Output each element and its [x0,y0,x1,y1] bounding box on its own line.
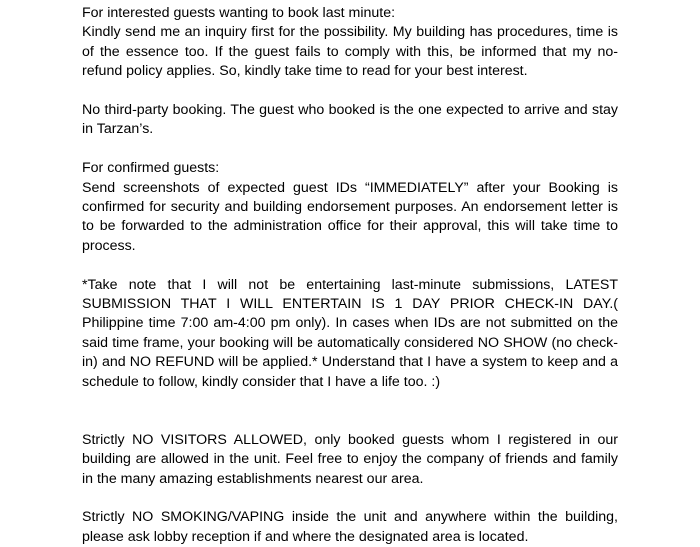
paragraph-spacer [82,140,618,159]
paragraph-guest-ids: Send screenshots of expected guest IDs “IMMEDIATELY” after your Booking is confirmed for security and building endorsement purposes. An endorsement letter is to be forwarded to the administration office for their approval, this will take time to process. [82,179,618,254]
paragraph-no-visitors: Strictly NO VISITORS ALLOWED, only booked guests whom I registered in our building are allowed in the unit. Feel free to enjoy the company of friends and family in the many amazing establishments nearest our area. [82,431,618,487]
paragraph-spacer [82,256,618,275]
paragraph-submission-deadline: *Take note that I will not be entertaining last-minute submissions, LATEST SUBMISSION THAT I WILL ENTERTAIN IS 1 DAY PRIOR CHECK-IN DAY.( Philippine time 7:00 am-4:00 pm only). In cases when IDs are not submitted on the said time frame, your booking will be automatically considered NO SHOW (no check-in) and NO REFUND will be applied.* Understand that I have a system to keep and a schedule to follow, kindly consider that I have a life too. :) [82,276,618,390]
document-page [82,4,618,547]
paragraph-no-third-party: No third-party booking. The guest who booked is the one expected to arrive and stay in Tarzan’s. [82,102,618,138]
paragraph-last-minute-inquiry: Kindly send me an inquiry first for the possibility. My building has procedures, time is of the essence too. If the guest fails to comply with this, be informed that my no-refund policy applies. So, kindly take time to read for your best interest. [82,24,618,80]
section-heading-last-minute: For interested guests wanting to book last minute: [82,5,396,21]
paragraph-spacer [82,489,618,508]
section-heading-confirmed-guests: For confirmed guests: [82,160,220,177]
paragraph-spacer [82,392,618,431]
paragraph-spacer [82,82,618,101]
paragraph-no-smoking: Strictly NO SMOKING/VAPING inside the unit and anywhere within the building, please ask lobby reception if and where the designated area is located. [82,509,618,545]
